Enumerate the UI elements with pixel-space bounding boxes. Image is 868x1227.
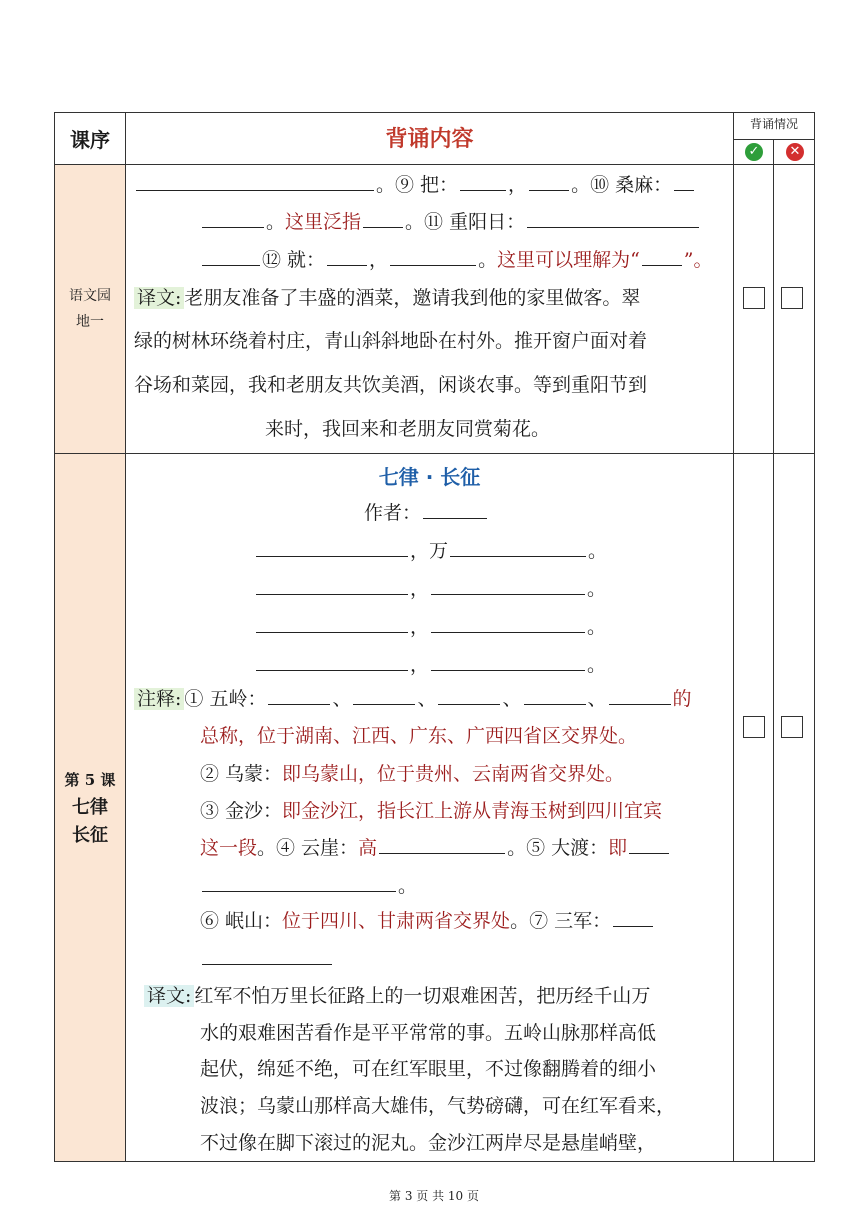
row1-translation-line1: 译文: 老朋友准备了丰盛的酒菜，邀请我到他的家里做客。翠 [134, 279, 640, 317]
note-line6: 。 [200, 867, 417, 905]
poem-line4: ， 。 [254, 646, 606, 684]
row2-translation-line5: 不过像在脚下滚过的泥丸。金沙江两岸尽是悬崖峭壁， [200, 1132, 657, 1154]
row1-lesson-label: 语文园 地一 [69, 288, 111, 330]
cross-icon: ✕ [786, 143, 804, 161]
row1-translation-line3: 谷场和菜园，我和老朋友共饮美酒，闲谈农事。等到重阳节到 [134, 374, 648, 396]
poem-title: 七律 · 长征 [378, 465, 481, 489]
row2-recited-checkbox[interactable] [743, 716, 765, 738]
poem-author: 作者： [364, 494, 489, 532]
row1-translation-line4: 来时，我回来和老朋友同赏菊花。 [265, 418, 551, 440]
page-number: 第 3 页 共 10 页 [389, 1189, 479, 1203]
row2-lesson-label: 第 5 课 七律 长征 [64, 771, 116, 846]
header-status: 背诵情况 [749, 117, 798, 131]
row1-recited-checkbox[interactable] [743, 287, 765, 309]
poem-line2: ， 。 [254, 570, 606, 608]
note-line4: ③ 金沙：即金沙江，指长江上游从青海玉树到四川宜宾 [200, 800, 663, 822]
row1-line1: 。⑨ 把： ， 。⑩ 桑麻： [134, 166, 696, 204]
check-icon: ✓ [745, 143, 763, 161]
poem-line3: ， 。 [254, 608, 606, 646]
row2-translation-line2: 水的艰难困苦看作是平平常常的事。五岭山脉那样高低 [200, 1022, 657, 1044]
row2-translation-line3: 起伏，绵延不绝，可在红军眼里，不过像翻腾着的细小 [200, 1058, 657, 1080]
note-line7: ⑥ 岷山：位于四川、甘肃两省交界处。⑦ 三军： [200, 902, 655, 940]
note-line3: ② 乌蒙：即乌蒙山，位于贵州、云南两省交界处。 [200, 763, 625, 785]
row1-not-recited-checkbox[interactable] [781, 287, 803, 309]
note-line1: 注释: ① 五岭： 、 、 、 、 的 [134, 680, 692, 718]
translation-label: 译文: [134, 287, 184, 309]
note-line2: 总称，位于湖南、江西、广东、广西四省区交界处。 [200, 725, 638, 747]
poem-line1: ，万 。 [254, 532, 607, 570]
header-lesson: 课序 [70, 128, 110, 152]
row2-not-recited-checkbox[interactable] [781, 716, 803, 738]
row1-line3: ⑫ 就： ， 。这里可以理解为“ ”。 [200, 241, 713, 279]
row2-translation-line1: 译文: 红军不怕万里长征路上的一切艰难困苦，把历经千山万 [144, 977, 650, 1015]
translation-label-2: 译文: [144, 985, 194, 1007]
row1-translation-line2: 绿的树林环绕着村庄，青山斜斜地卧在村外。推开窗户面对着 [134, 330, 648, 352]
row2-translation-line4: 波浪；乌蒙山那样高大雄伟，气势磅礴，可在红军看来， [200, 1095, 676, 1117]
note-line8 [200, 940, 334, 978]
row1-line2: 。这里泛指 。⑪ 重阳日： [200, 203, 701, 241]
notes-label: 注释: [134, 688, 184, 710]
header-content-title: 背诵内容 [385, 126, 474, 152]
note-line5: 这一段。④ 云崖：高 。⑤ 大渡：即 [200, 829, 671, 867]
